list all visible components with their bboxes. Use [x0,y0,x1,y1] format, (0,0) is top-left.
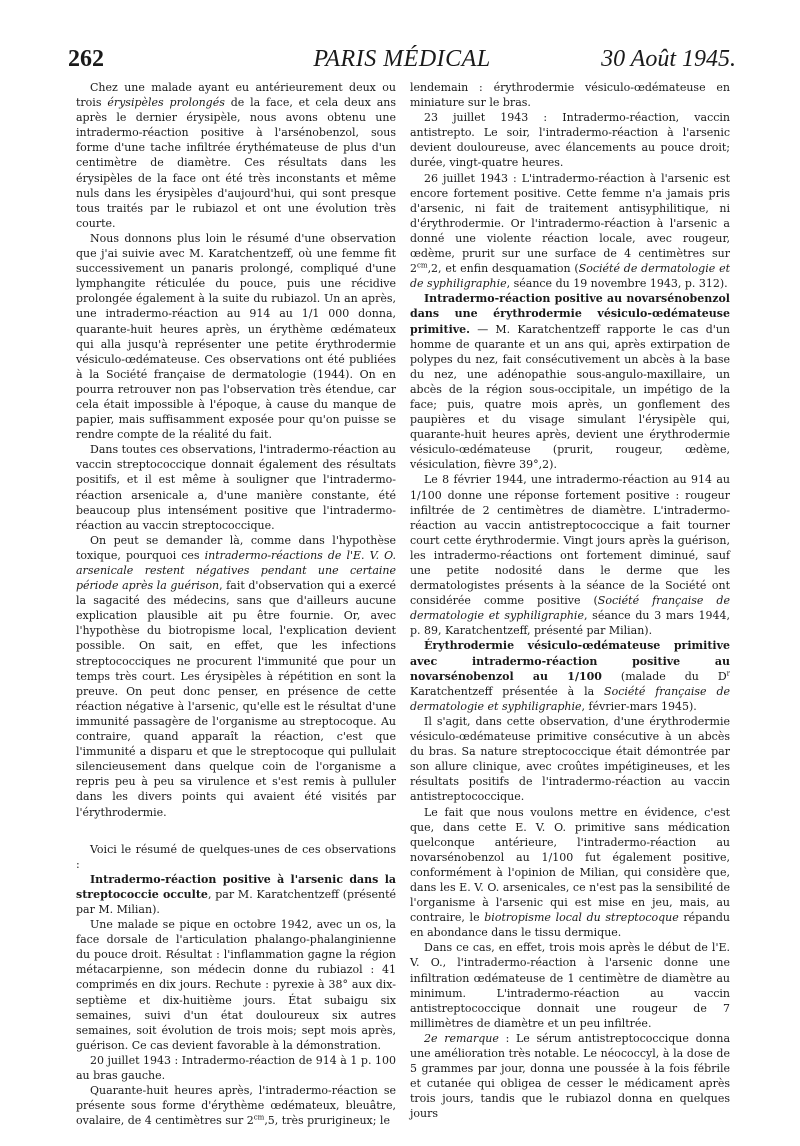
issue-date: 30 Août 1945. [601,46,736,72]
left-column [76,80,396,1128]
paragraph: Chez une malade ayant eu antérieurement deux ou trois érysipèles prolongés de la face, et cela deux ans après le dernier érysipèle, nous avons obtenu une intradermo-réaction positive à l'arsénobenzol, sous forme d'une tache infiltrée érythémateuse de plus d'un centimètre de diamètre. Ces résultats dans les érysipèles de la face ont été très inconstants et même nuls dans les érysipèles d'aujourd'hui, qui sont presque tous traités par le rubiazol et ont une évolution très courte. [76,81,396,230]
paragraph: 26 juillet 1943 : L'intradermo-réaction à l'arsenic est encore fortement positive. Cette femme n'a jamais pris d'arsenic, ni fait de traitement antisyphilitique, ni d'érythrodermie. Or l'intradermo-réaction à l'arsenic a donné une violente réaction locale, avec rougeur, œdème, prurit sur une surface de 4 centimètres sur $2^{cm},2$, et enfin desquamation (Société de dermatologie et de syphiligraphie, séance du 19 novembre 1943, p. 312). [410,171,730,291]
observation-heading: Intradermo-réaction positive à l'arsenic dans la streptococcie occulte, par M. Karatchentzeff (présenté par M. Milian). [76,872,397,916]
paragraph: Le fait que nous voulons mettre en évidence, c'est que, dans cette E. V. O. primitive sans médication quelconque antérieure, l'intradermo-réaction au novarsénobenzol au 1/100 fut également positive, conformément à l'opinion de Milian, qui considère que, dans les E. V. O. arsenicales, ce n'est pas la sensibilité de l'organisme à l'arsenic qui est mise en jeu, mais, au contraire, le biotropisme local du streptocoque répandu en abondance dans le tissu dermique. [410,805,730,940]
page-header [68,44,736,74]
journal-title: PARIS MÉDICAL [313,46,491,72]
paragraph: Dans toutes ces observations, l'intradermo-réaction au vaccin streptococcique donnait également des résultats positifs, et il est même à souligner que l'intradermo-réaction arsenicale a, d'une manière constante, été beaucoup plus intensément positive que l'intradermo-réaction au vaccin streptococcique. [76,443,396,532]
paragraph: Il s'agit, dans cette observation, d'une érythrodermie vésiculo-œdémateuse primitive consécutive à un abcès du bras. Sa nature streptococcique était démontrée par son allure clinique, avec croûtes impétigineuses, et les résultats positifs de l'intradermo-réaction au vaccin antistreptococcique. [410,714,730,804]
observation-heading: Intradermo-réaction positive au novarsénobenzol dans une érythrodermie vésiculo-œdémateuse primitive. — M. Karatchentzeff rapporte le cas d'un homme de quarante et un ans qui, après extirpation de polypes du nez, fait consécutivement un abcès à la base du nez, une adénopathie sous-angulo-maxillaire, un abcès de la région sous-occipitale, un impétigo de la face; puis, quatre mois après, un gonflement des paupières et du visage simulant l'érysipèle qui, quarante-huit heures après, devient une érythrodermie vésiculo-œdémateuse (prurit, rougeur, œdème, vésiculation, fièvre 39°,2). [410,292,730,472]
paragraph: 20 juillet 1943 : Intradermo-réaction de 914 à 1 p. 100 au bras gauche. [76,1053,396,1082]
page-number: 262 [68,46,104,72]
paragraph: Voici le résumé de quelques-unes de ces observations : [76,842,396,871]
paragraph: 23 juillet 1943 : Intradermo-réaction, vaccin antistrepto. Le soir, l'intradermo-réaction à l'arsenic devient douloureuse, avec élancements au pouce droit; durée, vingt-quatre heures. [410,111,730,170]
paragraph: Quarante-huit heures après, l'intradermo-réaction se présente sous forme d'érythème œdémateux, bleuâtre, ovalaire, de 4 centimètres sur $2^{cm},5$, très prurigineux; le [76,1084,396,1128]
paragraph: Nous donnons plus loin le résumé d'une observation que j'ai suivie avec M. Karatchentzeff, où une femme fit successivement un panaris prolongé, compliqué d'une lymphangite réticulée du pouce, puis une récidive prolongée également à la suite du rubiazol. Un an après, une intradermo-réaction au 914 au 1/1 000 donna, quarante-huit heures après, un érythème œdémateux qui alla jusqu'à représenter une petite érythrodermie vésiculo-œdémateuse. Ces observations ont été publiées à la Société française de dermatologie (1944). On en pourra retrouver non pas l'observation très étendue, car cela était impossible à l'époque, à cause du manque de papier, mais suffisamment exposée pour qu'on puisse se rendre compte de la réalité du fait. [76,231,396,442]
right-column [410,80,730,1121]
paragraph: Une malade se pique en octobre 1942, avec un os, la face dorsale de l'articulation phalango-phalanginienne du pouce droit. Résultat : l'inflammation gagne la région métacarpienne, son médecin donne du rubiazol : 41 comprimés en dix jours. Rechute : pyrexie à 38° aux dix-septième et dix-huitième jours. État subaigu six semaines, suivi d'un état douloureux six autres semaines, soit évolution de trois mois; sept mois après, guérison. Ce cas devient favorable à la démonstration. [76,918,396,1052]
observation-heading: Érythrodermie vésiculo-œdémateuse primitive avec intradermo-réaction positive au novarsénobenzol au 1/100 (malade du $D^r$ Karatchentzeff présentée à la Société française de dermatologie et syphiligraphie, février-mars 1945). [410,639,731,713]
paragraph: Dans ce cas, en effet, trois mois après le début de l'E. V. O., l'intradermo-réaction à l'arsenic donne une infiltration œdémateuse de 1 centimètre de diamètre au minimum. L'intradermo-réaction au vaccin antistreptococcique donnait une rougeur de 7 millimètres de diamètre et un peu infiltrée. [410,941,730,1030]
paragraph: On peut se demander là, comme dans l'hypothèse toxique, pourquoi ces intradermo-réactions de l'E. V. O. arsenicale restent négatives pendant une certaine période après la guérison, fait d'observation qui a exercé la sagacité des médecins, sans que d'ailleurs aucune explication plausible ait pu être fournie. Or, avec l'hypothèse du biotropisme local, l'explication devient possible. On sait, en effet, que les infections streptococciques ne procurent l'immunité que pour un temps très court. Les érysipèles à répétition en sont la preuve. On peut donc penser, en présence de cette réaction négative à l'arsenic, qu'elle est le résultat d'une immunité passagère de l'organisme au streptocoque. Au contraire, quand apparaît la réaction, c'est que l'immunité a disparu et que le streptocoque qui pullulait silencieusement dans quelque coin de l'organisme a repris peu à peu sa virulence et s'est remis à pulluler dans les divers points qui avaient été visités par l'érythrodermie. [76,533,396,819]
paragraph: Le 8 février 1944, une intradermo-réaction au 914 au 1/100 donne une réponse fortement positive : rougeur infiltrée de 2 centimètres de diamètre. L'intradermo-réaction au vaccin antistreptococcique a fait tourner court cette érythrodermie. Vingt jours après la guérison, les intradermo-réactions ont fortement diminué, sauf une petite nodosité dans le derme que les dermatologistes présents à la séance de la Société ont considérée comme positive (Société française de dermatologie et syphiligraphie, séance du 3 mars 1944, p. 89, Karatchentzeff, présenté par Milian). [410,473,730,638]
paragraph: 2e remarque : Le sérum antistreptococcique donna une amélioration très notable. Le néococcyl, à la dose de 5 grammes par jour, donna une poussée à la fois fébrile et cutanée qui obligea de cesser le médicament après trois jours, tandis que le rubiazol donna en quelques jours [410,1031,730,1121]
paragraph: lendemain : érythrodermie vésiculo-œdémateuse en miniature sur le bras. [410,81,730,110]
